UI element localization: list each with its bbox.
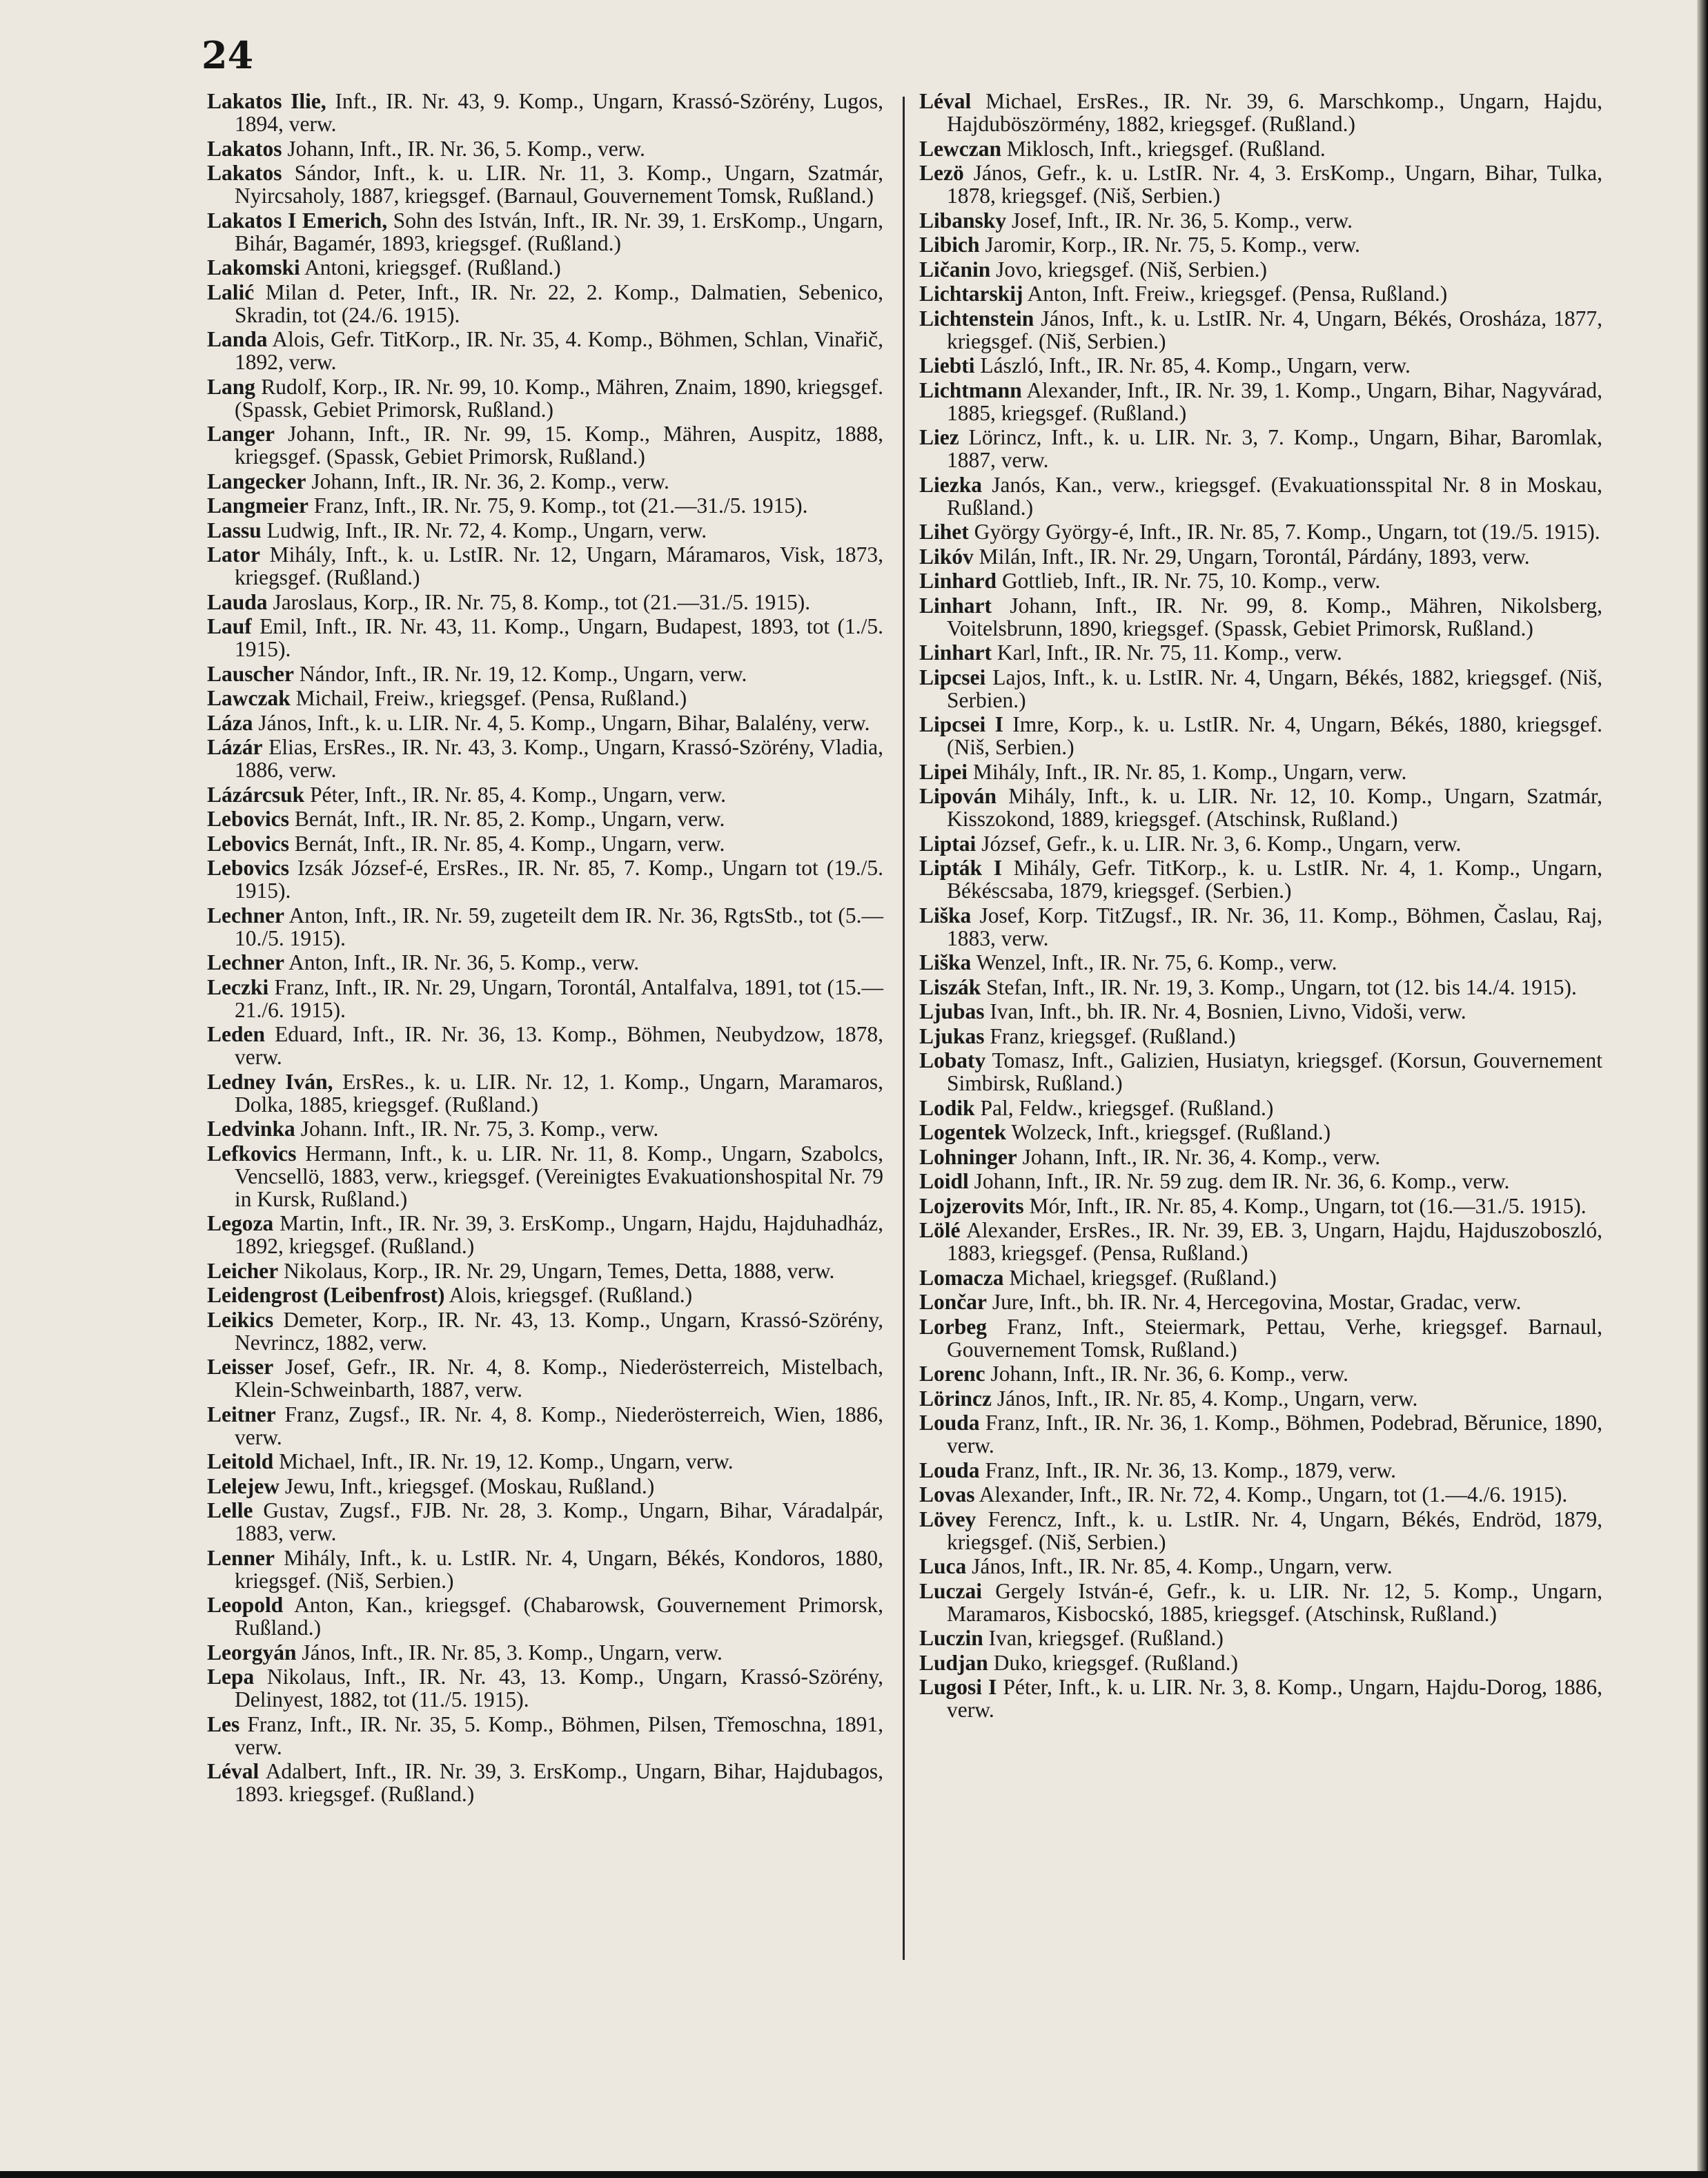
register-entry — [919, 161, 1602, 207]
register-entry — [207, 328, 883, 373]
register-entry — [207, 712, 883, 734]
entry-details: Johann, Inft., IR. Nr. 36, 2. Komp., verw. — [311, 469, 669, 493]
register-entry — [207, 90, 883, 135]
entry-surname: Lewczan — [919, 136, 1001, 161]
entry-details: Inft., IR. Nr. 43, 9. Komp., Ungarn, Krassó-Szörény, Lugos, 1894, verw. — [235, 89, 884, 136]
register-entry — [919, 258, 1602, 281]
entry-surname: Ličanin — [919, 257, 991, 282]
entry-surname: Ljubas — [919, 999, 985, 1023]
entry-details: Franz, Inft., IR. Nr. 36, 1. Komp., Böhmen, Podebrad, Běrunice, 1890, verw. — [947, 1411, 1602, 1458]
register-entry — [919, 354, 1602, 377]
entry-surname: Lojzerovits — [919, 1193, 1024, 1218]
register-entry — [207, 904, 883, 950]
page-bottom-edge — [0, 2171, 1708, 2178]
entry-surname: Lovas — [919, 1482, 975, 1507]
entry-surname: Langmeier — [207, 493, 308, 518]
entry-details: Jaroslaus, Korp., IR. Nr. 75, 8. Komp., tot (21.—31./5. 1915). — [273, 589, 811, 614]
entry-details: Nándor, Inft., IR. Nr. 19, 12. Komp., Ungarn, verw. — [299, 661, 747, 686]
entry-details: József, Gefr., k. u. LIR. Nr. 3, 6. Komp., Ungarn, verw. — [981, 831, 1462, 856]
entry-details: Bernát, Inft., IR. Nr. 85, 4. Komp., Ungarn, verw. — [294, 831, 725, 856]
register-entry — [207, 1284, 883, 1306]
entry-surname: Les — [207, 1711, 240, 1736]
register-entry — [207, 1450, 883, 1473]
entry-details: Karl, Inft., IR. Nr. 75, 11. Komp., verw. — [997, 640, 1342, 665]
register-entry — [207, 951, 883, 974]
entry-details: Sándor, Inft., k. u. LIR. Nr. 11, 3. Komp., Ungarn, Szatmár, Nyircsaholy, 1887, kriegsgef. (Barnaul, Gouvernement Tomsk, Rußland.) — [235, 161, 884, 208]
register-entry — [919, 1146, 1602, 1168]
entry-surname: Liez — [919, 425, 959, 449]
entry-surname: Leden — [207, 1022, 266, 1046]
register-entry — [919, 282, 1602, 305]
register-entry — [207, 1713, 883, 1758]
register-entry — [207, 422, 883, 468]
entry-surname: Lalić — [207, 279, 255, 304]
register-entry — [919, 641, 1602, 664]
entry-details: Mihály, Inft., k. u. LstIR. Nr. 12, Ungarn, Máramaros, Visk, 1873, kriegsgef. (Rußland.) — [235, 542, 883, 589]
entry-details: Eduard, Inft., IR. Nr. 36, 13. Komp., Böhmen, Neubydzow, 1878, verw. — [235, 1022, 884, 1069]
entry-details: Franz, Zugsf., IR. Nr. 4, 8. Komp., Niederösterreich, Wien, 1886, verw. — [235, 1402, 884, 1449]
entry-details: Michail, Freiw., kriegsgef. (Pensa, Rußland.) — [295, 686, 687, 710]
entry-details: János, Inft., IR. Nr. 85, 4. Komp., Ungarn, verw. — [972, 1554, 1393, 1578]
register-entry — [919, 951, 1602, 974]
entry-surname: Leicher — [207, 1258, 279, 1283]
left-column — [207, 90, 883, 1807]
entry-details: Alexander, Inft., IR. Nr. 39, 1. Komp., Ungarn, Bihar, Nagyvárad, 1885, kriegsgef. (Rußland.) — [947, 377, 1602, 425]
column-divider — [903, 97, 905, 1960]
entry-details: Mihály, Inft., IR. Nr. 85, 1. Komp., Ungarn, verw. — [972, 759, 1407, 784]
entry-surname: Léval — [207, 1759, 259, 1783]
entry-details: Josef, Inft., IR. Nr. 36, 5. Komp., verw. — [1011, 208, 1353, 233]
register-entry — [919, 1459, 1602, 1482]
entry-details: Lajos, Inft., k. u. LstIR. Nr. 4, Ungarn, Békés, 1882, kriegsgef. (Niš, Serbien.) — [947, 665, 1603, 712]
page-edge-shadow — [1697, 0, 1708, 2178]
right-column — [919, 90, 1602, 1723]
register-entry — [207, 832, 883, 855]
entry-surname: Lichtmann — [919, 377, 1022, 402]
register-entry — [919, 904, 1602, 950]
register-entry — [919, 520, 1602, 543]
entry-surname: Lázár — [207, 735, 263, 759]
register-entry — [207, 976, 883, 1021]
register-entry — [919, 307, 1602, 353]
entry-surname: Lassu — [207, 518, 262, 542]
register-entry — [919, 1121, 1602, 1144]
entry-details: Johann, Inft., IR. Nr. 99, 15. Komp., Mähren, Auspitz, 1888, kriegsgef. (Spassk, Gebiet Primorsk, Rußland.) — [235, 422, 884, 469]
entry-details: Alexander, Inft., IR. Nr. 72, 4. Komp., Ungarn, tot (1.—4./6. 1915). — [979, 1482, 1568, 1507]
entry-surname: Lebovics — [207, 856, 290, 880]
page-number: 24 — [202, 33, 254, 77]
entry-surname: Liška — [919, 950, 972, 974]
entry-surname: Lövey — [919, 1507, 976, 1531]
entry-details: Milán, Inft., IR. Nr. 29, Ungarn, Torontál, Párdány, 1893, verw. — [979, 544, 1530, 569]
entry-details: Mihály, Inft., k. u. LstIR. Nr. 4, Ungarn, Békés, Kondoros, 1880, kriegsgef. (Niš, Serbien.) — [235, 1545, 883, 1593]
entry-details: Milan d. Peter, Inft., IR. Nr. 22, 2. Komp., Dalmatien, Sebenico, Skradin, tot (24./6. 1915). — [235, 279, 883, 327]
entry-details: Antoni, kriegsgef. (Rußland.) — [304, 255, 561, 279]
entry-details: Ferencz, Inft., k. u. LstIR. Nr. 4, Ungarn, Békés, Endröd, 1879, kriegsgef. (Niš, Serbien.) — [947, 1507, 1602, 1554]
entry-details: János, Gefr., k. u. LstIR. Nr. 4, 3. ErsKomp., Ungarn, Bihar, Tulka, 1878, kriegsgef. (Niš, Serbien.) — [947, 161, 1602, 208]
entry-surname: Lipován — [919, 784, 997, 808]
register-entry — [207, 543, 883, 589]
entry-surname: Leikics — [207, 1307, 274, 1332]
entry-surname: Lichtenstein — [919, 306, 1034, 331]
entry-details: János, Inft., IR. Nr. 85, 4. Komp., Ungarn, verw. — [997, 1386, 1418, 1411]
register-entry — [207, 1641, 883, 1664]
entry-details: Franz, Inft., Steiermark, Pettau, Verhe, kriegsgef. Barnaul, Gouvernement Tomsk, Rußland.) — [947, 1314, 1602, 1362]
register-entry — [919, 1555, 1602, 1578]
register-entry — [919, 856, 1602, 902]
entry-details: Johann. Inft., IR. Nr. 75, 3. Komp., verw. — [300, 1117, 659, 1141]
register-entry — [207, 807, 883, 830]
entry-surname: Leisser — [207, 1355, 274, 1379]
entry-surname: Lörincz — [919, 1386, 992, 1411]
register-entry — [207, 663, 883, 685]
entry-details: Nikolaus, Inft., IR. Nr. 43, 13. Komp., Ungarn, Krassó-Szörény, Delinyest, 1882, tot (11./5. 1915). — [235, 1665, 884, 1711]
register-entry — [919, 1049, 1602, 1095]
register-entry — [919, 209, 1602, 232]
entry-surname: Leidengrost (Leibenfrost) — [207, 1283, 445, 1307]
register-entry — [919, 666, 1602, 712]
register-entry — [919, 1387, 1602, 1410]
entry-surname: Lefkovics — [207, 1141, 297, 1166]
register-entry — [207, 1547, 883, 1592]
register-entry — [919, 761, 1602, 783]
entry-surname: Lorenc — [919, 1362, 985, 1386]
register-entry — [919, 1195, 1602, 1217]
entry-details: Wolzeck, Inft., kriegsgef. (Rußland.) — [1011, 1120, 1331, 1144]
entry-surname: Luczin — [919, 1626, 983, 1650]
entry-details: Hermann, Inft., k. u. LIR. Nr. 11, 8. Komp., Ungarn, Szabolcs, Vencsellö, 1883, verw., kriegsgef. (Vereinigtes Evakuationshospital Nr. 79 in Kursk, Rußland.) — [235, 1141, 883, 1211]
entry-surname: Lakatos Ilie, — [207, 89, 326, 113]
register-entry — [919, 1170, 1602, 1193]
entry-surname: Lechner — [207, 950, 284, 974]
entry-surname: Lechner — [207, 903, 284, 928]
entry-details: Gottlieb, Inft., IR. Nr. 75, 10. Komp., verw. — [1001, 569, 1381, 593]
register-entry — [919, 1097, 1602, 1119]
entry-surname: Linhart — [919, 593, 992, 618]
register-entry — [207, 1760, 883, 1805]
register-entry — [919, 426, 1602, 471]
entry-details: Mihály, Inft., k. u. LIR. Nr. 12, 10. Komp., Ungarn, Szatmár, Kisszokond, 1889, kriegsgef. (Atschinsk, Rußland.) — [947, 784, 1602, 831]
entry-surname: Langer — [207, 422, 275, 446]
entry-surname: Lezö — [919, 161, 964, 185]
entry-surname: Lauf — [207, 614, 252, 638]
entry-surname: Libansky — [919, 208, 1007, 233]
entry-details: Anton, Inft., IR. Nr. 59, zugeteilt dem IR. Nr. 36, RgtsStb., tot (5.—10./5. 1915). — [235, 903, 884, 950]
entry-details: Sohn des István, Inft., IR. Nr. 39, 1. ErsKomp., Ungarn, Bihár, Bagamér, 1893, kriegsgef. (Rußland.) — [235, 208, 884, 255]
register-entry — [207, 470, 883, 493]
entry-surname: Ledvinka — [207, 1117, 295, 1141]
entry-details: László, Inft., IR. Nr. 85, 4. Komp., Ungarn, verw. — [980, 353, 1411, 377]
register-entry — [919, 137, 1602, 160]
entry-details: Imre, Korp., k. u. LstIR. Nr. 4, Ungarn, Békés, 1880, kriegsgef. (Niš, Serbien.) — [947, 712, 1603, 759]
entry-details: Martin, Inft., IR. Nr. 39, 3. ErsKomp., Ungarn, Hajdu, Hajduhadház, 1892, kriegsgef. (Rußland.) — [235, 1211, 883, 1258]
entry-details: Johann, Inft., IR. Nr. 36, 5. Komp., verw. — [287, 136, 645, 161]
register-entry — [919, 1411, 1602, 1457]
entry-surname: Lakomski — [207, 255, 300, 279]
entry-details: Péter, Inft., IR. Nr. 85, 4. Komp., Ungarn, verw. — [310, 782, 727, 807]
entry-details: Franz, Inft., IR. Nr. 75, 9. Komp., tot (21.—31./5. 1915). — [313, 493, 808, 518]
register-entry — [207, 1499, 883, 1544]
register-entry — [207, 375, 883, 421]
entry-surname: Libich — [919, 233, 980, 257]
entry-surname: Liszák — [919, 974, 981, 999]
entry-details: Franz, Inft., IR. Nr. 36, 13. Komp., 1879, verw. — [985, 1458, 1396, 1482]
register-entry — [207, 1308, 883, 1354]
entry-surname: Lenner — [207, 1545, 275, 1570]
entry-details: Mihály, Gefr. TitKorp., k. u. LstIR. Nr. 4, 1. Komp., Ungarn, Békéscsaba, 1879, kriegsgef. (Serbien.) — [947, 856, 1603, 903]
entry-details: Elias, ErsRes., IR. Nr. 43, 3. Komp., Ungarn, Krassó-Szörény, Vladia, 1886, verw. — [235, 735, 884, 782]
register-entry — [919, 1362, 1602, 1385]
register-entry — [207, 687, 883, 709]
entry-details: Ludwig, Inft., IR. Nr. 72, 4. Komp., Ungarn, verw. — [266, 518, 707, 542]
entry-details: Gustav, Zugsf., FJB. Nr. 28, 3. Komp., Ungarn, Bihar, Váradalpár, 1883, verw. — [235, 1498, 884, 1545]
register-entry — [207, 591, 883, 614]
register-entry — [919, 1025, 1602, 1048]
entry-surname: Ludjan — [919, 1650, 988, 1675]
entry-surname: Lipcsei I — [919, 712, 1003, 736]
register-entry — [919, 1483, 1602, 1506]
entry-details: Rudolf, Korp., IR. Nr. 99, 10. Komp., Mähren, Znaim, 1890, kriegsgef. (Spassk, Gebiet Primorsk, Rußland.) — [235, 374, 883, 422]
entry-surname: Lihet — [919, 520, 969, 544]
register-entry — [207, 137, 883, 160]
register-entry — [207, 519, 883, 542]
entry-details: Emil, Inft., IR. Nr. 43, 11. Komp., Ungarn, Budapest, 1893, tot (1./5. 1915). — [235, 614, 884, 661]
entry-surname: Lauda — [207, 589, 268, 614]
entry-details: Tomasz, Inft., Galizien, Husiatyn, kriegsgef. (Korsun, Gouvernement Simbirsk, Rußland.) — [947, 1048, 1603, 1095]
entry-details: Michael, ErsRes., IR. Nr. 39, 6. Marschkomp., Ungarn, Hajdu, Hajduböszörmény, 1882, kriegsgef. (Rußland.) — [947, 89, 1603, 136]
register-entry — [919, 1315, 1602, 1361]
register-entry — [919, 713, 1602, 758]
register-entry — [207, 1117, 883, 1140]
entry-surname: Lauscher — [207, 661, 294, 686]
register-entry — [919, 1291, 1602, 1313]
entry-details: Franz, Inft., IR. Nr. 35, 5. Komp., Böhmen, Pilsen, Třemoschna, 1891, verw. — [235, 1711, 884, 1759]
entry-details: János, Inft., k. u. LstIR. Nr. 4, Ungarn, Békés, Orosháza, 1877, kriegsgef. (Niš, Serbien.) — [947, 306, 1603, 353]
entry-surname: Lázárcsuk — [207, 782, 305, 807]
entry-details: Bernát, Inft., IR. Nr. 85, 2. Komp., Ungarn, verw. — [294, 807, 725, 831]
register-entry — [919, 832, 1602, 855]
entry-surname: Lichtarskij — [919, 282, 1023, 306]
entry-surname: Leorgyán — [207, 1640, 297, 1665]
register-entry — [919, 233, 1602, 256]
entry-details: Alois, kriegsgef. (Rußland.) — [449, 1283, 693, 1307]
register-entry — [919, 1219, 1602, 1264]
register-entry — [207, 615, 883, 660]
register-entry — [207, 1475, 883, 1498]
entry-surname: Lomacza — [919, 1265, 1004, 1290]
entry-surname: Lipei — [919, 759, 968, 784]
entry-surname: Lakatos — [207, 161, 282, 185]
entry-details: Miklosch, Inft., kriegsgef. (Rußland. — [1006, 136, 1326, 161]
register-entry — [207, 1593, 883, 1639]
register-entry — [919, 1627, 1602, 1649]
register-entry — [207, 1070, 883, 1116]
entry-details: Anton, Inft. Freiw., kriegsgef. (Pensa, Rußland.) — [1027, 282, 1448, 306]
entry-details: Stefan, Inft., IR. Nr. 19, 3. Komp., Ungarn, tot (12. bis 14./4. 1915). — [986, 974, 1577, 999]
entry-surname: Ljukas — [919, 1023, 985, 1048]
entry-surname: Luczai — [919, 1578, 982, 1603]
entry-details: Josef, Gefr., IR. Nr. 4, 8. Komp., Niederösterreich, Mistelbach, Klein-Schweinbarth, 1887, verw. — [235, 1355, 884, 1402]
register-entry — [919, 545, 1602, 568]
register-entry — [919, 1580, 1602, 1625]
register-entry — [207, 161, 883, 207]
entry-surname: Logentek — [919, 1120, 1006, 1144]
entry-surname: Leitner — [207, 1402, 276, 1426]
register-entry — [919, 569, 1602, 592]
entry-surname: Linhard — [919, 569, 997, 593]
register-entry — [207, 1023, 883, 1068]
entry-surname: Loidl — [919, 1169, 969, 1193]
entry-details: Pal, Feldw., kriegsgef. (Rußland.) — [980, 1095, 1274, 1120]
entry-details: Lörincz, Inft., k. u. LIR. Nr. 3, 7. Komp., Ungarn, Bihar, Baromlak, 1887, verw. — [947, 425, 1603, 472]
register-entry — [919, 1676, 1602, 1721]
entry-details: Anton, Inft., IR. Nr. 36, 5. Komp., verw. — [288, 950, 640, 974]
entry-details: György György-é, Inft., IR. Nr. 85, 7. Komp., Ungarn, tot (19./5. 1915). — [974, 520, 1600, 544]
entry-surname: Lelle — [207, 1498, 253, 1522]
entry-surname: Lator — [207, 542, 260, 567]
register-entry — [207, 1355, 883, 1401]
entry-surname: Lepa — [207, 1665, 255, 1689]
entry-surname: Liezka — [919, 472, 982, 497]
register-entry — [207, 736, 883, 781]
entry-surname: Lakatos — [207, 136, 282, 161]
entry-surname: Liptai — [919, 831, 976, 856]
entry-details: Mór, Inft., IR. Nr. 85, 4. Komp., Ungarn, tot (16.—31./5. 1915). — [1029, 1193, 1587, 1218]
entry-details: Alois, Gefr. TitKorp., IR. Nr. 35, 4. Komp., Böhmen, Schlan, Vinařič, 1892, verw. — [235, 327, 883, 374]
entry-details: Janós, Kan., verw., kriegsgef. (Evakuationsspital Nr. 8 in Moskau, Rußland.) — [947, 472, 1602, 520]
entry-details: Anton, Kan., kriegsgef. (Chabarowsk, Gouvernement Primorsk, Rußland.) — [235, 1593, 883, 1640]
register-entry — [207, 281, 883, 326]
entry-details: Jewu, Inft., kriegsgef. (Moskau, Rußland.) — [284, 1473, 655, 1498]
entry-surname: Lončar — [919, 1290, 987, 1314]
register-entry — [919, 1266, 1602, 1289]
entry-details: Johann, Inft., IR. Nr. 36, 6. Komp., verw. — [990, 1362, 1349, 1386]
register-entry — [919, 1000, 1602, 1023]
entry-details: Ivan, Inft., bh. IR. Nr. 4, Bosnien, Livno, Vidoši, verw. — [990, 999, 1466, 1023]
entry-details: Izsák József-é, ErsRes., IR. Nr. 85, 7. Komp., Ungarn tot (19./5. 1915). — [235, 856, 884, 903]
entry-details: Franz, kriegsgef. (Rußland.) — [990, 1023, 1236, 1048]
entry-surname: Liebti — [919, 353, 975, 377]
entry-details: Wenzel, Inft., IR. Nr. 75, 6. Komp., verw. — [976, 950, 1337, 974]
entry-surname: Langecker — [207, 469, 306, 493]
entry-details: János, Inft., k. u. LIR. Nr. 4, 5. Komp., Ungarn, Bihar, Balalény, verw. — [258, 710, 870, 735]
entry-surname: Lorbeg — [919, 1314, 987, 1339]
register-entry — [207, 209, 883, 255]
register-entry — [207, 256, 883, 279]
register-entry — [207, 1142, 883, 1210]
entry-surname: Lipcsei — [919, 665, 986, 689]
entry-details: Duko, kriegsgef. (Rußland.) — [993, 1650, 1238, 1675]
register-entry — [919, 1508, 1602, 1553]
entry-surname: Lipták I — [919, 856, 1002, 880]
entry-details: Adalbert, Inft., IR. Nr. 39, 3. ErsKomp., Ungarn, Bihar, Hajdubagos, 1893. kriegsgef. (Rußland.) — [235, 1759, 884, 1806]
entry-surname: Lawczak — [207, 686, 291, 710]
entry-details: Johann, Inft., IR. Nr. 99, 8. Komp., Mähren, Nikolsberg, Voitelsbrunn, 1890, kriegsgef. (Spassk, Gebiet Primorsk, Rußland.) — [947, 593, 1603, 640]
register-entry — [919, 785, 1602, 830]
register-entry — [207, 1212, 883, 1257]
register-entry — [207, 783, 883, 806]
register-entry — [207, 1403, 883, 1449]
entry-details: Péter, Inft., k. u. LIR. Nr. 3, 8. Komp., Ungarn, Hajdu-Dorog, 1886, verw. — [947, 1675, 1602, 1722]
entry-surname: Liška — [919, 903, 972, 928]
entry-details: Gergely István-é, Gefr., k. u. LIR. Nr. 12, 5. Komp., Ungarn, Maramaros, Kisbocskó, 1885, kriegsgef. (Atschinsk, Rußland.) — [947, 1578, 1602, 1626]
register-entry — [207, 1259, 883, 1282]
register-entry — [919, 379, 1602, 424]
entry-details: Johann, Inft., IR. Nr. 36, 4. Komp., verw. — [1022, 1144, 1381, 1169]
entry-surname: Lebovics — [207, 831, 290, 856]
register-entry — [919, 594, 1602, 640]
entry-surname: Legoza — [207, 1211, 274, 1235]
register-entry — [207, 494, 883, 517]
entry-surname: Léval — [919, 89, 972, 113]
entry-surname: Louda — [919, 1458, 980, 1482]
entry-details: Jovo, kriegsgef. (Niš, Serbien.) — [996, 257, 1267, 282]
entry-details: Michael, kriegsgef. (Rußland.) — [1009, 1265, 1277, 1290]
entry-details: Michael, Inft., IR. Nr. 19, 12. Komp., Ungarn, verw. — [279, 1449, 734, 1473]
register-entry — [919, 473, 1602, 519]
register-entry — [919, 976, 1602, 999]
entry-surname: Lölé — [919, 1218, 961, 1242]
entry-surname: Ledney Iván, — [207, 1069, 333, 1094]
entry-surname: Linhart — [919, 640, 992, 665]
entry-surname: Luca — [919, 1554, 967, 1578]
entry-details: Johann, Inft., IR. Nr. 59 zug. dem IR. Nr. 36, 6. Komp., verw. — [974, 1169, 1510, 1193]
entry-details: Franz, Inft., IR. Nr. 29, Ungarn, Torontál, Antalfalva, 1891, tot (15.—21./6. 1915). — [235, 974, 884, 1022]
entry-details: Nikolaus, Korp., IR. Nr. 29, Ungarn, Temes, Detta, 1888, verw. — [284, 1258, 835, 1283]
register-entry — [919, 1651, 1602, 1674]
entry-details: Ivan, kriegsgef. (Rußland.) — [988, 1626, 1224, 1650]
entry-details: Josef, Korp. TitZugsf., IR. Nr. 36, 11. Komp., Böhmen, Časlau, Raj, 1883, verw. — [947, 903, 1602, 950]
entry-details: Alexander, ErsRes., IR. Nr. 39, EB. 3, Ungarn, Hajdu, Hajduszoboszló, 1883, kriegsgef. (Pensa, Rußland.) — [947, 1218, 1602, 1265]
entry-surname: Lodik — [919, 1095, 975, 1120]
entry-details: Jure, Inft., bh. IR. Nr. 4, Hercegovina, Mostar, Gradac, verw. — [992, 1290, 1522, 1314]
entry-surname: Lelejew — [207, 1473, 279, 1498]
entry-surname: Likóv — [919, 544, 974, 569]
entry-surname: Landa — [207, 327, 268, 351]
entry-surname: Lohninger — [919, 1144, 1017, 1169]
entry-surname: Lebovics — [207, 807, 290, 831]
entry-details: János, Inft., IR. Nr. 85, 3. Komp., Ungarn, verw. — [302, 1640, 723, 1665]
entry-surname: Lugosi I — [919, 1675, 997, 1699]
entry-surname: Lobaty — [919, 1048, 986, 1072]
entry-details: ErsRes., k. u. LIR. Nr. 12, 1. Komp., Ungarn, Maramaros, Dolka, 1885, kriegsgef. (Rußland.) — [235, 1069, 883, 1117]
entry-surname: Louda — [919, 1411, 980, 1435]
register-entry — [207, 856, 883, 902]
entry-surname: Leczki — [207, 974, 269, 999]
register-entry — [919, 90, 1602, 135]
entry-surname: Láza — [207, 710, 253, 735]
entry-details: Jaromir, Korp., IR. Nr. 75, 5. Komp., verw. — [985, 233, 1360, 257]
entry-surname: Leitold — [207, 1449, 274, 1473]
register-entry — [207, 1665, 883, 1711]
entry-surname: Lakatos I Emerich, — [207, 208, 388, 233]
entry-details: Demeter, Korp., IR. Nr. 43, 13. Komp., Ungarn, Krassó-Szörény, Nevrincz, 1882, verw. — [235, 1307, 883, 1355]
entry-surname: Leopold — [207, 1593, 284, 1617]
entry-surname: Lang — [207, 374, 256, 399]
